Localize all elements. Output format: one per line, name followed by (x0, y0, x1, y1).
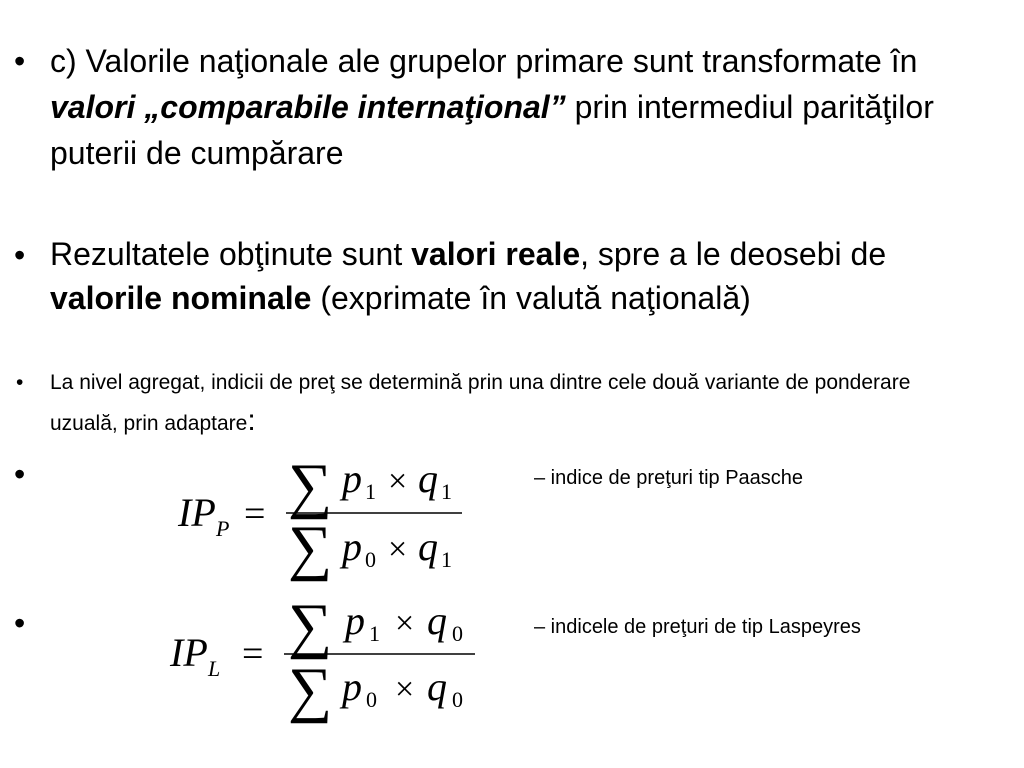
paasche-num-p-sub: 1 (365, 479, 376, 504)
laspeyres-den-p-sub: 0 (366, 687, 377, 712)
paragraph-3-colon: : (247, 404, 256, 437)
bullet-marker-3: • (16, 371, 24, 394)
bullet-marker-5: • (14, 605, 26, 641)
bullet-marker-2: • (14, 237, 26, 273)
laspeyres-num-times: × (395, 605, 415, 642)
paasche-lhs-subscript: P (216, 516, 230, 541)
paasche-den-p-sub: 0 (365, 547, 376, 572)
laspeyres-lhs: IP (170, 630, 208, 675)
laspeyres-denominator (288, 656, 463, 724)
paasche-den-times: × (388, 531, 408, 568)
paragraph-1-text-a: c) Valorile naţionale ale grupelor primare sunt transformate în (50, 43, 918, 79)
paragraph-3-text: La nivel agregat, indicii de preţ se determină prin una dintre cele două variante de ponderare uzuală, prin adaptare (50, 371, 911, 435)
laspeyres-num-p-sub: 1 (369, 621, 380, 646)
bullet-marker-4: • (14, 456, 26, 492)
laspeyres-den-q: q (427, 664, 447, 709)
paasche-num-sigma: ∑ (288, 452, 333, 520)
paragraph-2-text-c: (exprimate în valută naţională) (311, 280, 751, 316)
paasche-num-times: × (388, 463, 408, 500)
paasche-lhs: IP (178, 490, 216, 535)
paasche-den-q-sub: 1 (441, 547, 452, 572)
bullet-marker-1: • (14, 43, 26, 79)
paragraph-2-emphasis-real: valori reale (411, 236, 581, 272)
paragraph-2-emphasis-nominal: valorile nominale (50, 280, 312, 316)
paragraph-1-emphasis: valori „comparabile internaţional” (50, 89, 566, 125)
laspeyres-lhs-subscript: L (208, 656, 221, 681)
laspeyres-equals: = (242, 633, 264, 675)
paasche-den-q: q (418, 524, 438, 569)
paasche-den-sigma: ∑ (288, 514, 333, 582)
paasche-num-q: q (418, 456, 438, 501)
paasche-num-q-sub: 1 (441, 479, 452, 504)
laspeyres-num-p: p (345, 598, 365, 643)
laspeyres-num-q-sub: 0 (452, 621, 463, 646)
paasche-num-p: p (342, 456, 362, 501)
paragraph-2-text-a: Rezultatele obţinute sunt (50, 236, 412, 272)
laspeyres-den-p: p (342, 664, 362, 709)
laspeyres-description: – indicele de preţuri de tip Laspeyres (534, 616, 861, 638)
laspeyres-den-sigma: ∑ (288, 656, 333, 724)
laspeyres-den-q-sub: 0 (452, 687, 463, 712)
paasche-den-p: p (342, 524, 362, 569)
paragraph-2-text-b: , spre a le deosebi de (580, 236, 887, 272)
paragraph-1-text-b: prin intermediul parităţilor puterii de cumpărare (50, 89, 934, 171)
laspeyres-den-times: × (395, 671, 415, 708)
laspeyres-num-q: q (427, 598, 447, 643)
laspeyres-numerator (288, 592, 463, 660)
laspeyres-num-sigma: ∑ (288, 592, 333, 660)
paasche-description: – indice de preţuri tip Paasche (534, 467, 804, 489)
paasche-equals: = (244, 493, 266, 535)
